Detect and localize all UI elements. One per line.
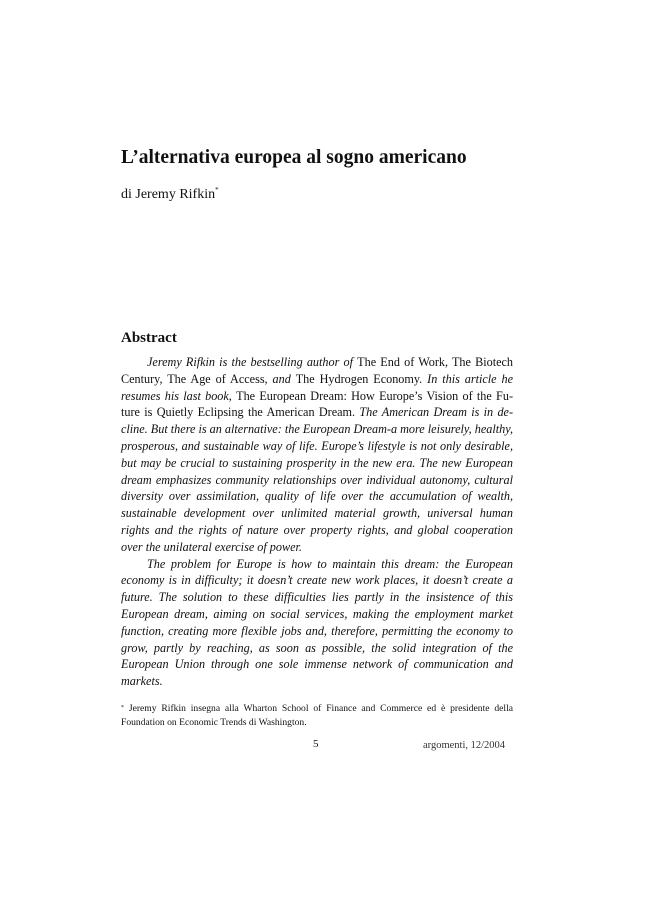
page-number: 5 (313, 738, 319, 750)
footnote-mark: * (121, 705, 124, 711)
abstract-p1-run: The American Dream is in decline. But there is an alternative: the European Dream-a more leisurely, healthy, prosperous, and sustainable way of life. Europe’s lifestyle is not only desirable, but may be crucial to sustaining prosperity in the new era. The new European dream emphasizes community relationships over individual autonomy, cultural diversity over assimilation, quality of life over the accumulation of wealth, sustainable development over unlimited material growth, universal human rights and the rights of nature over property rights, and global cooperation over the unilateral exercise of power. (121, 405, 514, 554)
abstract-p1-run: Jeremy Rifkin is the bestselling author of (147, 355, 358, 369)
journal-reference: argomenti, 12/2004 (423, 740, 506, 751)
footnote-marker[interactable]: * (215, 186, 219, 194)
footnote-text: Jeremy Rifkin insegna alla Wharton School of Finance and Commerce ed è presidente della Foundation on Economic Trends di Washington. (121, 703, 513, 728)
abstract-paragraph-2: The problem for Europe is how to maintain this dream: the European economy is in difficulty; it doesn’t create new work places, it doesn’t create a future. The solution to these difficulties lies partly in the insistence of this European dream, aiming on social services, making the employment market function, creating more flexible jobs and, therefore, permitting the economy to grow, partly by reaching, as soon as possible, the solid integration of the European Union through one sole immense network of communication and markets. (121, 556, 513, 689)
article-title: L’alternativa europea al sogno americano (121, 147, 467, 168)
abstract-p1-run: In this article he resumes his last book, (121, 371, 513, 403)
abstract-p1-run: The European Dream: How Europe’s Vision of the Future is Quietly Eclipsing the American Dream. (121, 388, 513, 420)
abstract-paragraph-1 (121, 354, 513, 556)
footnote (121, 702, 513, 729)
abstract-p1-run: The Hydrogen Economy. (295, 371, 428, 386)
abstract-heading: Abstract (121, 330, 177, 346)
author-byline (121, 187, 219, 203)
abstract-body (121, 354, 513, 690)
author-name: di Jeremy Rifkin (121, 187, 216, 202)
abstract-p1-run: The End of Work, The Biotech Century, The Age of Access, (121, 355, 513, 386)
abstract-p1-run: and (272, 371, 296, 386)
